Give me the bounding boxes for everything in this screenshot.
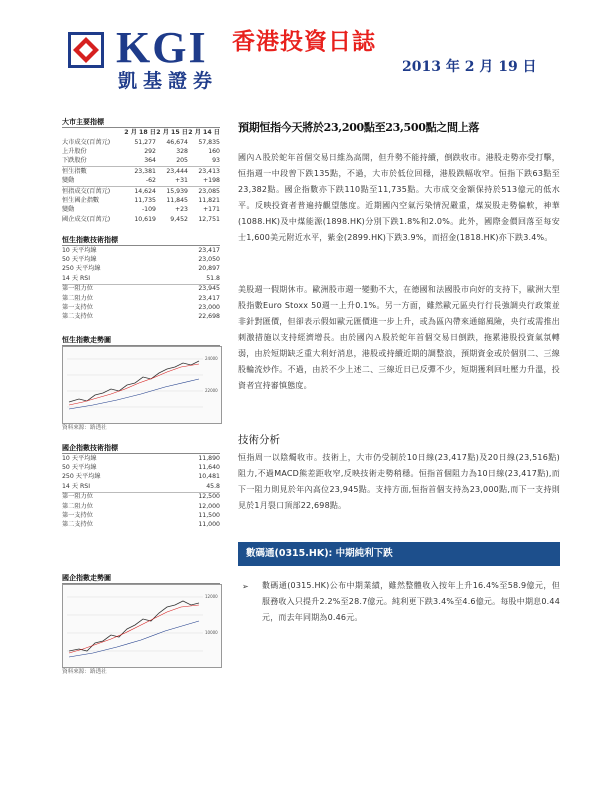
tech-value: 23,050 [198,256,220,264]
stats-label: 恒生指數 [62,167,87,175]
stats-value: 160 [208,148,220,156]
tech-label: 14 天 RSI [62,482,91,490]
market-stats-table [62,118,220,225]
stats-label: 恒指成交(百萬元) [62,187,111,195]
tech-value: 10,481 [198,473,220,481]
stats-row [62,186,220,196]
stats-value: 205 [176,157,188,165]
tech-value: 51.8 [206,274,220,282]
stats-label: 國企成交(百萬元) [62,215,111,223]
hscei-tech-title: 國企指數技術指標 [62,444,220,454]
tech-value: 23,417 [198,294,220,302]
stats-value: 11,821 [198,197,220,205]
stats-value: 12,751 [198,215,220,223]
tech-value: 12,500 [198,493,220,501]
stats-row [62,177,220,186]
tech-label: 第一阻力位 [62,493,93,501]
stats-value: 9,452 [170,215,188,223]
stats-row [62,157,220,166]
tech-row [62,454,220,463]
hsi-tech-table [62,236,220,322]
stats-value: 46,674 [166,138,188,146]
tech-value: 45.8 [206,482,220,490]
stats-label: 上升股份 [62,148,87,156]
stats-value: 14,624 [134,187,156,195]
stats-value: 292 [144,148,156,156]
stats-value: 15,939 [166,187,188,195]
tech-analysis-title: 技術分析 [238,434,280,446]
market-stats-title: 大市主要指標 [62,118,220,128]
tech-row [62,463,220,472]
tech-label: 第一支持位 [62,304,93,312]
tech-row [62,246,220,255]
article-headline: 預期恒指今天將於23,200點至23,500點之間上落 [238,121,480,134]
tech-row [62,511,220,520]
stats-value: 57,835 [198,138,220,146]
hscei-tech-table [62,444,220,530]
tech-value: 11,640 [198,464,220,472]
tech-row [62,265,220,274]
paragraph-1: 國內Ａ股於蛇年首個交易日維為高開，但升勢不能持續，倒跌收市。港股走勢亦受打擊，恒指週一中段曾下跌135點，不過，大市於低位回穩，港股跌幅收窄。恒指下跌63點至23,382點。國企指數亦下跌110點至11,735點。大市成交金額保持於513億元的低水平。反映投資者普遍持觀望態度。近期國內空氣污染情況嚴重，煤炭股走勢偏軟，神華(1088.HK)及中煤能源(1898.HK)分別下跌1.8%和2.0%。此外，國際金價回落至每安士1,600美元附近水平，紫金(2899.HK)下跌3.9%，而招金(1818.HK)亦下跌3.4%。 [238,153,560,242]
tech-label: 第二支持位 [62,313,93,321]
tech-label: 第二阻力位 [62,502,93,510]
bullet-arrow-icon: ➢ [242,582,249,591]
tech-label: 10 天平均線 [62,454,97,462]
stats-row [62,147,220,156]
stats-value: 11,845 [166,197,188,205]
stats-value: +23 [174,206,188,214]
hscei-chart-source: 資料來源：路透社 [62,669,107,675]
tech-value: 22,698 [198,313,220,321]
stats-label: 下跌股份 [62,157,87,165]
stats-label: 變動 [62,206,75,214]
tech-row [62,521,220,530]
hsi-chart-title: 恒生指數走勢圖 [62,336,220,346]
tech-row [62,303,220,312]
col-header: 2 月 14 日 [188,129,220,136]
stats-value: -62 [145,177,156,185]
tech-label: 50 天平均線 [62,464,97,472]
tech-row [62,294,220,303]
tech-row [62,274,220,283]
tech-value: 23,000 [198,304,220,312]
hsi-tech-title: 恒生指數技術指標 [62,236,220,246]
stats-value: 23,381 [134,167,156,175]
tech-row [62,255,220,264]
stats-row [62,138,220,147]
stock-banner: 數碼通(0315.HK): 中期純利下跌 [238,542,560,566]
market-stats-header [62,128,220,138]
hscei-chart-graphic [63,585,221,667]
publication-title: 香港投資日誌 [232,29,376,55]
stats-value: +198 [203,177,220,185]
stats-value: -109 [141,206,156,214]
tech-label: 50 天平均線 [62,256,97,264]
publication-date: 2013 年 2 月 19 日 [402,59,537,75]
hsi-chart-panel [62,336,220,432]
hsi-chart-graphic [63,347,221,423]
article-headline-wrap [238,119,560,135]
logo-text: KGI [116,23,208,72]
stats-label: 恒生國企指數 [62,197,100,205]
tech-label: 14 天 RSI [62,274,91,282]
col-header: 2 月 18 日 [124,129,156,136]
stats-value: 328 [176,148,188,156]
svg-text:12000: 12000 [205,594,218,599]
hsi-chart [62,346,222,424]
tech-label: 第二支持位 [62,521,93,529]
tech-value: 20,897 [198,265,220,273]
hscei-chart-panel [62,574,220,676]
tech-label: 10 天平均線 [62,246,97,254]
stats-value: 11,735 [134,197,156,205]
tech-value: 23,945 [198,285,220,293]
stats-value: 23,085 [198,187,220,195]
svg-text:10000: 10000 [205,630,218,635]
stats-value: +171 [203,206,220,214]
stats-value: 10,619 [134,215,156,223]
stats-value: +31 [174,177,188,185]
tech-label: 250 天平均線 [62,473,101,481]
tech-value: 11,000 [198,521,220,529]
tech-row [62,492,220,502]
stats-value: 23,444 [166,167,188,175]
stats-label: 變動 [62,177,75,185]
tech-value: 11,500 [198,512,220,520]
tech-value: 11,890 [198,454,220,462]
stats-row [62,166,220,176]
tech-row [62,502,220,511]
stats-value: 51,277 [134,138,156,146]
logo-cn-text: 凱基證券 [118,70,219,92]
stats-label: 大市成交(百萬元) [62,138,111,146]
tech-value: 12,000 [198,502,220,510]
hscei-chart [62,584,222,668]
stats-row [62,215,220,224]
kgi-logo-mark-icon [68,32,104,68]
tech-row [62,473,220,482]
tech-row [62,482,220,491]
col-header: 2 月 15 日 [156,129,188,136]
stats-value: 23,413 [198,167,220,175]
stats-value: 93 [212,157,220,165]
tech-label: 250 天平均線 [62,265,101,273]
stats-row [62,196,220,205]
stats-value: 364 [144,157,156,165]
hscei-chart-title: 國企指數走勢圖 [62,574,220,584]
hsi-chart-source: 資料來源：路透社 [62,425,107,431]
svg-text:24000: 24000 [205,356,218,361]
paragraph-3: 恒指周一以陰燭收市。技術上，大市仍受制於10日線(23,417點)及20日線(23,516點)阻力,不過MACD熊差距收窄,反映技術走勢稍穩。恒指首個阻力為10日線(23,417點),而下一阻力則見於年內高位23,945點。支持方面,恒指首個支持為23,000點,而下一支持則見於1月裂口頂部22,698點。 [238,453,560,510]
bullet-text: 數碼通(0315.HK)公布中期業績，雖然整體收入按年上升16.4%至58.9億元，但服務收入只提升2.2%至28.7億元。純利更下跌3.4%至4.6億元。每股中期息0.44元，而去年同期為0.46元。 [262,581,560,622]
tech-label: 第一支持位 [62,512,93,520]
tech-value: 23,417 [198,246,220,254]
tech-label: 第二阻力位 [62,294,93,302]
paragraph-2: 美股週一假期休市。歐洲股市週一變動不大，在德國和法國股市向好的支持下，歐洲大型股指數Euro Stoxx 50週一上升0.1%。另一方面，雖然歐元區央行行長強調央行政策並非針對匯價，但卻表示假如歐元匯價進一步上升，或為區內帶來通縮風險，央行或需推出刺激措施以支持經濟增長。由於國內Ａ股於蛇年首個交易日倒跌，拖累港股投資氣氛轉弱，由於短期缺乏重大利好消息，港股或持續近期的調整浪，預期資金或於個別二、三線股輪流炒作。不過，由於不少上述二、三線近日已反彈不少，短期獲利回吐壓力升溫，投資者宜持審慎態度。 [238,285,560,390]
tech-row [62,313,220,322]
tech-label: 第一阻力位 [62,285,93,293]
svg-text:22000: 22000 [205,388,218,393]
stats-row [62,206,220,215]
tech-row [62,284,220,294]
